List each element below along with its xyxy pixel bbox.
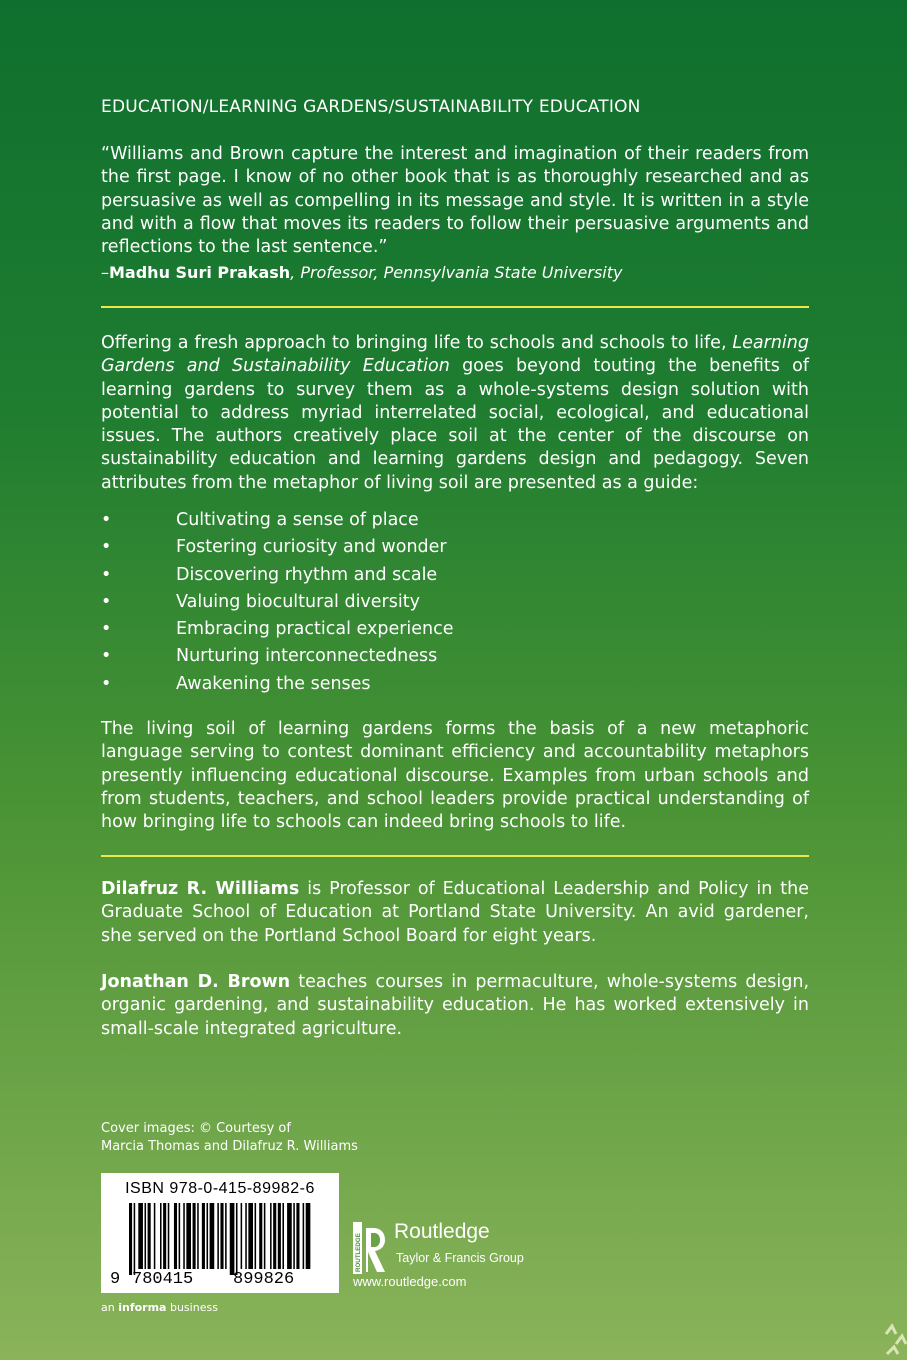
- barcode-bar: [129, 1203, 132, 1275]
- cover-credits: [101, 1120, 358, 1156]
- author-bio-williams: [101, 878, 809, 948]
- bullet-icon: •: [101, 564, 112, 585]
- quote-attribution: [101, 263, 622, 282]
- informa-tagline: [101, 1301, 218, 1314]
- description-rest: goes beyond touting the benefits of learning gardens to survey them as a whole-systems design solution with potential to address myriad interrelated social, ecological, and educational issues. The authors creatively place soil at the center of the discourse on sustainability education and learning gardens design and pedagogy. Seven attributes from the metaphor of living soil are presented as a guide:: [101, 356, 809, 493]
- book-title: Learning Gardens and Sustainability Education: [101, 333, 809, 377]
- barcode-bar: [259, 1203, 262, 1269]
- barcode-bar: [174, 1203, 177, 1269]
- attribute-text: Embracing practical experience: [176, 619, 454, 640]
- author-name: Jonathan D. Brown: [101, 972, 291, 992]
- barcode-bar: [207, 1203, 209, 1269]
- spine-edge-mark: [882, 1320, 907, 1360]
- quote-author: Madhu Suri Prakash: [109, 263, 291, 282]
- barcode-bar: [236, 1203, 238, 1275]
- quote-affiliation: , Professor, Pennsylvania State University: [290, 263, 623, 282]
- barcode-bar: [163, 1203, 166, 1269]
- list-item: [101, 508, 809, 535]
- attribute-text: Nurturing interconnectedness: [176, 646, 438, 667]
- barcode-bar: [210, 1203, 215, 1269]
- barcode-bar: [154, 1203, 156, 1269]
- list-item: [101, 644, 809, 671]
- metaphor-paragraph: The living soil of learning gardens forms the basis of a new metaphoric language serving to contest dominant efficiency and accountability metaphors presently influencing educational discourse. Examples from urban schools and from students, teachers, and school leaders provide practical understanding of how bringing life to schools can indeed bring schools to life.: [101, 719, 809, 833]
- publisher-block: [353, 1218, 573, 1298]
- author-bio-text: teaches courses in permaculture, whole-systems design, organic gardening, and sustainability education. He has worked extensively in small-scale integrated agriculture.: [101, 972, 810, 1039]
- attribute-text: Fostering curiosity and wonder: [176, 537, 447, 558]
- barcode-bar: [306, 1203, 311, 1269]
- category-line: EDUCATION/LEARNING GARDENS/SUSTAINABILITY EDUCATION: [101, 97, 641, 117]
- list-item: [101, 617, 809, 644]
- attribute-text: Discovering rhythm and scale: [176, 564, 438, 585]
- author-name: Dilafruz R. Williams: [101, 879, 300, 899]
- bullet-icon: •: [101, 537, 112, 558]
- isbn-barcode: [101, 1173, 339, 1293]
- routledge-logo-side-text: ROUTLEDGE: [355, 1233, 363, 1272]
- barcode-bar: [186, 1203, 191, 1269]
- publisher-group: Taylor & Francis Group: [396, 1251, 524, 1265]
- barcode-bar: [264, 1203, 266, 1269]
- bullet-icon: •: [101, 646, 112, 667]
- list-item: [101, 535, 809, 562]
- barcode-bar: [278, 1203, 281, 1269]
- list-item: [101, 563, 809, 590]
- bullet-icon: •: [101, 619, 112, 640]
- credits-line-2: Marcia Thomas and Dilafruz R. Williams: [101, 1139, 358, 1154]
- barcode-bar: [225, 1203, 227, 1269]
- barcode-bar: [282, 1203, 284, 1269]
- publisher-url: www.routledge.com: [353, 1274, 467, 1289]
- barcode-lead-digit: 9: [110, 1270, 121, 1289]
- barcode-group-1: 780415: [132, 1270, 194, 1289]
- barcode-bar: [138, 1203, 143, 1269]
- divider-rule-2: [101, 855, 809, 857]
- list-item: [101, 590, 809, 617]
- barcode-bar: [303, 1203, 305, 1269]
- barcode-bar: [168, 1203, 170, 1269]
- bullet-icon: •: [101, 591, 112, 612]
- barcode-bar: [296, 1203, 299, 1269]
- barcode-bar: [220, 1203, 223, 1269]
- barcode-bar: [160, 1203, 162, 1269]
- barcode-group-2: 899826: [233, 1270, 295, 1289]
- bullet-icon: •: [101, 510, 112, 530]
- barcode-bar: [193, 1203, 196, 1269]
- attribution-dash: –: [101, 263, 109, 282]
- barcode-bar: [245, 1203, 247, 1269]
- barcode-bar: [202, 1203, 205, 1269]
- divider-rule-1: [101, 306, 809, 308]
- endorsement-quote: “Williams and Brown capture the interest and imagination of their readers from the first page. I know of no other book that is as thoroughly researched and as persuasive as well as compelling in its message and style. It is written in a style and with a flow that moves its readers to follow their persuasive arguments and reflections to the last sentence.”: [101, 144, 809, 258]
- barcode-bar: [230, 1203, 235, 1275]
- bullet-icon: •: [101, 673, 112, 694]
- barcode-bar: [248, 1203, 253, 1269]
- attribute-list: [101, 508, 809, 699]
- barcode-bar: [217, 1203, 219, 1269]
- publisher-name: Routledge: [394, 1220, 490, 1243]
- author-bio-brown: [101, 971, 809, 1041]
- credits-line-1: Cover images: © Courtesy of: [101, 1121, 291, 1136]
- informa-suffix: business: [166, 1301, 218, 1314]
- barcode-bar: [273, 1203, 276, 1269]
- attribute-text: Valuing biocultural diversity: [176, 591, 420, 612]
- book-description: [101, 332, 809, 495]
- routledge-logo-icon: [353, 1222, 387, 1274]
- informa-prefix: an: [101, 1301, 119, 1314]
- barcode-bar: [145, 1203, 147, 1269]
- attribute-text: Cultivating a sense of place: [176, 510, 419, 530]
- barcode-bar: [241, 1203, 243, 1269]
- attribute-text: Awakening the senses: [176, 673, 371, 694]
- barcode-bar: [270, 1203, 272, 1269]
- barcode-bar: [197, 1203, 199, 1269]
- barcode-bar: [255, 1203, 257, 1269]
- barcode-bar: [148, 1203, 151, 1269]
- barcode-bar: [293, 1203, 295, 1269]
- isbn-number: ISBN 978-0-415-89982-6: [125, 1180, 315, 1197]
- list-item: [101, 672, 809, 699]
- barcode-bar: [179, 1203, 181, 1269]
- barcode-bar: [183, 1203, 185, 1269]
- informa-brand: informa: [118, 1301, 167, 1314]
- barcode-bar: [287, 1203, 292, 1269]
- barcode-bar: [134, 1203, 136, 1275]
- description-lead: Offering a fresh approach to bringing life to schools and schools to life,: [101, 333, 733, 353]
- author-bio-text: is Professor of Educational Leadership and Policy in the Graduate School of Education at Portland State University. An avid gardener, she served on the Portland School Board for eight years.: [101, 879, 809, 946]
